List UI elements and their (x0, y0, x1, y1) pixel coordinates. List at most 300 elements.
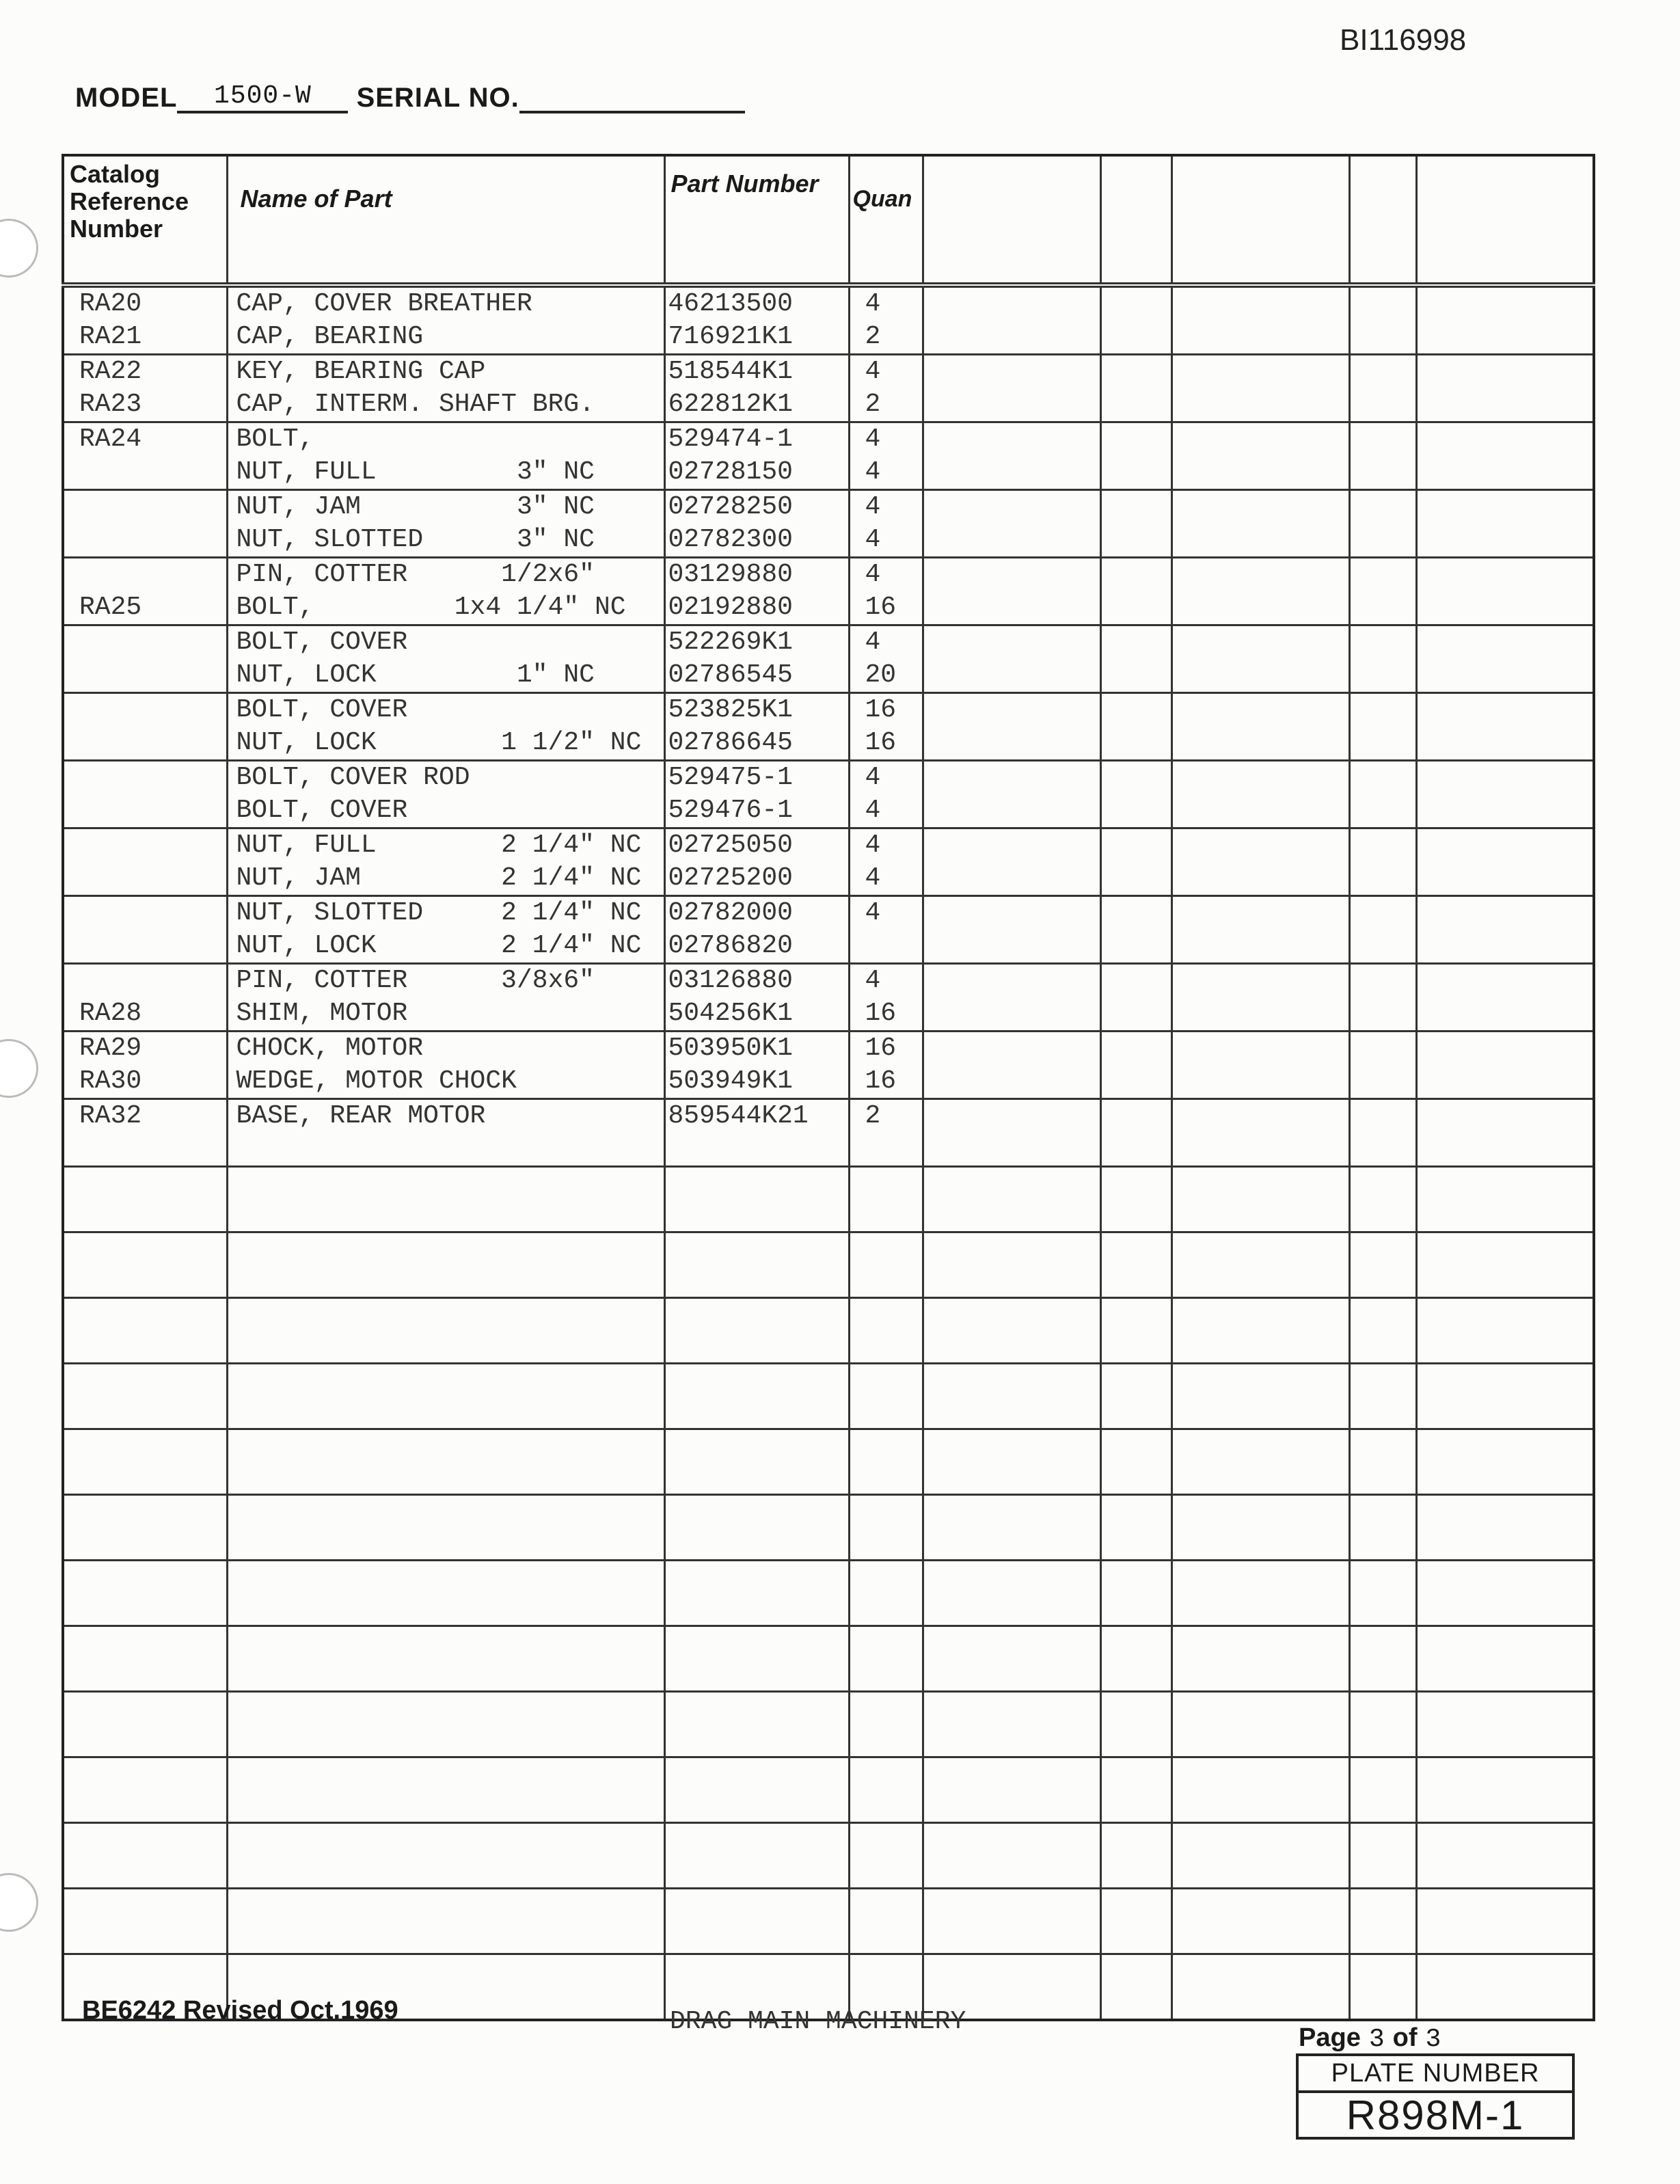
part-name-cell (227, 355, 664, 422)
cell-line: 20 (865, 660, 897, 690)
blank-cell (1171, 1561, 1349, 1626)
cell-line: CAP, BEARING (236, 322, 424, 351)
part-name-cell (227, 285, 664, 355)
catalog-reference-cell (63, 1232, 227, 1298)
col-header-blank (923, 155, 1100, 285)
model-serial-header (75, 82, 745, 113)
table-row (63, 761, 1594, 828)
part-name-cell (227, 1429, 664, 1495)
cell-line: NUT, JAM 2 1/4" NC (236, 863, 642, 893)
blank-cell (1416, 1495, 1594, 1561)
part-name-cell (227, 422, 664, 490)
document-title: DRAG MAIN MACHINERY (670, 2007, 966, 2036)
cell-line: 4 (865, 831, 881, 860)
page-label: Page (1299, 2023, 1361, 2052)
blank-cell (1416, 1889, 1594, 1954)
cell-line: RA29 (79, 1034, 142, 1063)
catalog-reference-cell (63, 1757, 227, 1823)
col-header-blank (1100, 155, 1171, 285)
cell-line: BOLT, COVER (236, 628, 408, 657)
part-number-cell (664, 896, 849, 964)
cell-line: 16 (865, 728, 897, 757)
blank-cell (923, 1167, 1100, 1232)
catalog-reference-cell (63, 828, 227, 896)
part-name-cell (227, 1099, 664, 1167)
cell-line: KEY, BEARING CAP (236, 357, 486, 386)
cell-line: 02786645 (668, 728, 793, 757)
blank-table-row (63, 1889, 1594, 1954)
table-row (63, 964, 1594, 1032)
cell-line: 523825K1 (668, 695, 793, 725)
blank-cell (1416, 1692, 1594, 1757)
blank-cell (1349, 693, 1416, 761)
part-number-cell (664, 1298, 849, 1364)
cell-line: 622812K1 (668, 390, 793, 419)
cell-line: RA25 (79, 593, 142, 622)
blank-cell (923, 1561, 1100, 1626)
cell-line: PIN, COTTER 3/8x6" (236, 966, 595, 995)
catalog-reference-cell (63, 761, 227, 828)
blank-cell (1100, 1823, 1171, 1889)
cell-line: BOLT, (236, 424, 314, 454)
part-number-cell (664, 422, 849, 490)
cell-line (850, 1133, 922, 1165)
blank-table-row (63, 1495, 1594, 1561)
part-name-cell (227, 1495, 664, 1561)
blank-cell (1171, 355, 1349, 422)
blank-cell (1416, 1561, 1594, 1626)
cell-line: NUT, LOCK 2 1/4" NC (236, 931, 642, 960)
cell-line (64, 862, 226, 895)
cell-line: RA23 (79, 390, 142, 419)
part-number-cell (664, 693, 849, 761)
blank-cell (923, 1099, 1100, 1167)
col-header-part-number: Part Number (664, 155, 849, 285)
cell-line: 503950K1 (668, 1034, 793, 1063)
plate-number-label: PLATE NUMBER (1299, 2056, 1572, 2093)
cell-line (64, 727, 226, 759)
blank-cell (1416, 1099, 1594, 1167)
part-name-cell (227, 625, 664, 693)
blank-cell (1100, 761, 1171, 828)
cell-line: 02728150 (668, 457, 793, 487)
blank-cell (1349, 558, 1416, 625)
blank-cell (1416, 285, 1594, 355)
blank-cell (1349, 896, 1416, 964)
col-header-blank (1171, 155, 1349, 285)
cell-line: RA24 (79, 424, 142, 454)
cell-line: 16 (865, 1066, 897, 1096)
part-name-cell (227, 1032, 664, 1099)
blank-cell (923, 1032, 1100, 1099)
blank-cell (1100, 828, 1171, 896)
quantity-cell (849, 1032, 923, 1099)
blank-cell (1416, 1626, 1594, 1692)
model-label: MODEL (75, 83, 178, 113)
cell-line (64, 829, 226, 862)
blank-table-row (63, 1561, 1594, 1626)
part-name-cell (227, 558, 664, 625)
table-row (63, 285, 1594, 355)
blank-cell (1100, 1364, 1171, 1429)
cell-line (64, 761, 226, 794)
blank-cell (923, 625, 1100, 693)
quantity-cell (849, 1889, 923, 1954)
blank-table-row (63, 1232, 1594, 1298)
blank-cell (1349, 490, 1416, 558)
blank-cell (1416, 1032, 1594, 1099)
blank-cell (923, 1692, 1100, 1757)
blank-cell (1416, 896, 1594, 964)
cell-line (64, 558, 226, 591)
part-number-cell (664, 1364, 849, 1429)
blank-cell (1349, 1757, 1416, 1823)
catalog-reference-cell (63, 1429, 227, 1495)
catalog-reference-cell (63, 896, 227, 964)
blank-cell (1349, 1364, 1416, 1429)
blank-cell (1349, 828, 1416, 896)
cell-line: 02725200 (668, 863, 793, 893)
blank-cell (1100, 1495, 1171, 1561)
part-number-cell (664, 1757, 849, 1823)
blank-cell (1100, 285, 1171, 355)
model-value: 1500-W (177, 82, 348, 113)
blank-cell (923, 761, 1100, 828)
blank-cell (1171, 896, 1349, 964)
blank-cell (923, 1757, 1100, 1823)
cell-line: 03126880 (668, 966, 793, 995)
cell-line: 02192880 (668, 593, 793, 622)
cell-line: 02728250 (668, 492, 793, 522)
blank-cell (1100, 1692, 1171, 1757)
table-row (63, 558, 1594, 625)
blank-cell (1349, 1099, 1416, 1167)
cell-line: 46213500 (668, 289, 793, 319)
part-number-cell (664, 1626, 849, 1692)
blank-cell (1416, 1364, 1594, 1429)
quantity-cell (849, 1692, 923, 1757)
catalog-reference-cell (63, 1032, 227, 1099)
blank-cell (1171, 1032, 1349, 1099)
part-name-cell (227, 761, 664, 828)
cell-line: RA32 (79, 1101, 142, 1131)
quantity-cell (849, 1232, 923, 1298)
blank-cell (1416, 490, 1594, 558)
catalog-reference-cell (63, 422, 227, 490)
table-row (63, 490, 1594, 558)
cell-line: RA22 (79, 357, 142, 386)
col-header-blank (1349, 155, 1416, 285)
col-header-blank (1416, 155, 1594, 285)
blank-cell (1171, 1364, 1349, 1429)
part-name-cell (227, 1823, 664, 1889)
quantity-cell (849, 1429, 923, 1495)
catalog-reference-cell (63, 625, 227, 693)
punch-hole (0, 1039, 38, 1098)
quantity-cell (849, 1298, 923, 1364)
cell-line: 503949K1 (668, 1066, 793, 1096)
blank-cell (1416, 1429, 1594, 1495)
blank-table-row (63, 1626, 1594, 1692)
blank-cell (1100, 693, 1171, 761)
quantity-cell (849, 558, 923, 625)
blank-cell (923, 285, 1100, 355)
serial-value (519, 83, 745, 113)
blank-cell (1171, 1167, 1349, 1232)
blank-cell (923, 1364, 1100, 1429)
blank-cell (923, 355, 1100, 422)
table-header-row (63, 155, 1594, 285)
blank-cell (1100, 1889, 1171, 1954)
blank-cell (1171, 422, 1349, 490)
blank-cell (1171, 1429, 1349, 1495)
cell-line: NUT, SLOTTED 2 1/4" NC (236, 898, 642, 928)
quantity-cell (849, 964, 923, 1032)
cell-line: NUT, LOCK 1" NC (236, 660, 595, 690)
quantity-cell (849, 285, 923, 355)
blank-cell (1349, 1889, 1416, 1954)
cell-line (228, 1133, 664, 1165)
cell-line: NUT, FULL 3" NC (236, 457, 595, 487)
blank-cell (1349, 422, 1416, 490)
cell-line: WEDGE, MOTOR CHOCK (236, 1066, 517, 1096)
table-row (63, 625, 1594, 693)
blank-cell (923, 828, 1100, 896)
cell-line: 4 (865, 492, 881, 522)
cell-line: 4 (865, 763, 881, 792)
part-number-cell (664, 1561, 849, 1626)
part-number-cell (664, 828, 849, 896)
blank-cell (1349, 964, 1416, 1032)
blank-cell (923, 1626, 1100, 1692)
cell-line: 4 (865, 457, 881, 487)
cell-line: 02725050 (668, 831, 793, 860)
table-row (63, 693, 1594, 761)
blank-cell (1171, 1823, 1349, 1889)
blank-cell (1100, 1298, 1171, 1364)
blank-cell (923, 964, 1100, 1032)
cell-line: 03129880 (668, 560, 793, 589)
cell-line: PIN, COTTER 1/2x6" (236, 560, 595, 589)
blank-cell (1100, 1167, 1171, 1232)
quantity-cell (849, 1823, 923, 1889)
table-row (63, 1032, 1594, 1099)
cell-line: 716921K1 (668, 322, 793, 351)
part-name-cell (227, 1757, 664, 1823)
table-row (63, 1099, 1594, 1167)
blank-cell (1100, 625, 1171, 693)
blank-cell (1100, 355, 1171, 422)
catalog-reference-cell (63, 1495, 227, 1561)
part-number-cell (664, 964, 849, 1032)
cell-line: NUT, SLOTTED 3" NC (236, 525, 595, 554)
catalog-reference-cell (63, 1364, 227, 1429)
blank-cell (1416, 625, 1594, 693)
blank-cell (1171, 490, 1349, 558)
blank-cell (1349, 1561, 1416, 1626)
blank-cell (1100, 490, 1171, 558)
table-row (63, 828, 1594, 896)
punch-hole (0, 1873, 38, 1932)
blank-table-row (63, 1692, 1594, 1757)
blank-cell (1416, 693, 1594, 761)
cell-line: 504256K1 (668, 999, 793, 1028)
col-header-name-of-part: Name of Part (227, 155, 664, 285)
cell-line: 16 (865, 999, 897, 1028)
cell-line: 2 (865, 390, 881, 419)
blank-cell (1349, 285, 1416, 355)
cell-line: BOLT, COVER ROD (236, 763, 470, 792)
blank-cell (1100, 1626, 1171, 1692)
blank-cell (1100, 1954, 1171, 2020)
blank-cell (923, 896, 1100, 964)
blank-cell (1349, 1167, 1416, 1232)
cell-line: BASE, REAR MOTOR (236, 1101, 486, 1131)
cell-line (64, 626, 226, 659)
cell-line: 4 (865, 289, 881, 319)
cell-line (64, 794, 226, 827)
catalog-reference-cell (63, 1167, 227, 1232)
cell-line: BOLT, 1x4 1/4" NC (236, 593, 626, 622)
cell-line: CAP, INTERM. SHAFT BRG. (236, 390, 595, 419)
blank-cell (1171, 761, 1349, 828)
blank-cell (923, 558, 1100, 625)
blank-cell (1416, 964, 1594, 1032)
blank-cell (1100, 558, 1171, 625)
catalog-reference-cell (63, 964, 227, 1032)
blank-table-row (63, 1298, 1594, 1364)
cell-line: 529476-1 (668, 796, 793, 825)
part-number-cell (664, 490, 849, 558)
blank-cell (1100, 1429, 1171, 1495)
cell-line: 02782000 (668, 898, 793, 928)
blank-cell (1416, 828, 1594, 896)
cell-line (666, 1133, 848, 1165)
blank-table-row (63, 1823, 1594, 1889)
parts-table (62, 154, 1595, 2021)
cell-line: 16 (865, 1034, 897, 1063)
blank-cell (923, 1429, 1100, 1495)
blank-cell (1171, 828, 1349, 896)
page-indicator (1299, 2023, 1449, 2054)
cell-line (64, 491, 226, 524)
quantity-cell (849, 1757, 923, 1823)
cell-line: NUT, FULL 2 1/4" NC (236, 831, 642, 860)
cell-line: 02786545 (668, 660, 793, 690)
part-name-cell (227, 693, 664, 761)
cell-line (64, 965, 226, 997)
plate-number-value: R898M-1 (1346, 2092, 1525, 2138)
blank-cell (1171, 1232, 1349, 1298)
catalog-reference-cell (63, 1692, 227, 1757)
quantity-cell (849, 761, 923, 828)
cell-line (64, 930, 226, 962)
catalog-reference-cell (63, 558, 227, 625)
cell-line: RA28 (79, 999, 142, 1028)
blank-cell (1349, 1429, 1416, 1495)
catalog-reference-cell (63, 285, 227, 355)
quantity-cell (849, 1626, 923, 1692)
quantity-cell (849, 355, 923, 422)
col-header-catalog-reference: Catalog Reference Number (63, 155, 227, 285)
cell-line: 522269K1 (668, 628, 793, 657)
cell-line (64, 659, 226, 692)
cell-line: 859544K21 (668, 1101, 809, 1131)
blank-cell (1349, 761, 1416, 828)
blank-cell (923, 490, 1100, 558)
blank-table-row (63, 1364, 1594, 1429)
part-number-cell (664, 285, 849, 355)
part-name-cell (227, 1692, 664, 1757)
blank-table-row (63, 1429, 1594, 1495)
cell-line: 4 (865, 628, 881, 657)
blank-cell (1171, 285, 1349, 355)
blank-cell (1100, 1561, 1171, 1626)
page-of-label: of (1392, 2023, 1418, 2052)
cell-line: SHIM, MOTOR (236, 999, 408, 1028)
part-number-cell (664, 761, 849, 828)
serial-label: SERIAL NO. (356, 83, 519, 113)
cell-line: 16 (865, 695, 897, 725)
part-number-cell (664, 1889, 849, 1954)
cell-line: 2 (865, 322, 881, 351)
part-number-cell (664, 1032, 849, 1099)
blank-cell (923, 693, 1100, 761)
blank-table-row (63, 1757, 1594, 1823)
blank-cell (1416, 1954, 1594, 2020)
blank-cell (1416, 1823, 1594, 1889)
catalog-reference-cell (63, 355, 227, 422)
quantity-cell (849, 1099, 923, 1167)
cell-line: NUT, JAM 3" NC (236, 492, 595, 522)
cell-line: 4 (865, 424, 881, 454)
blank-cell (923, 422, 1100, 490)
blank-cell (1416, 761, 1594, 828)
quantity-cell (849, 1561, 923, 1626)
blank-cell (1171, 1099, 1349, 1167)
parts-table-body (63, 285, 1594, 2020)
part-number-cell (664, 1823, 849, 1889)
blank-cell (1416, 1757, 1594, 1823)
cell-line: BOLT, COVER (236, 695, 408, 725)
blank-cell (1171, 693, 1349, 761)
cell-line (64, 524, 226, 556)
cell-line (64, 456, 226, 489)
cell-line: 529475-1 (668, 763, 793, 792)
page-current: 3 (1368, 2025, 1385, 2054)
cell-line: 518544K1 (668, 357, 793, 386)
blank-cell (1349, 1626, 1416, 1692)
cell-line: 4 (865, 898, 881, 928)
part-number-cell (664, 558, 849, 625)
part-number-cell (664, 1167, 849, 1232)
part-number-cell (664, 1495, 849, 1561)
catalog-reference-cell (63, 1626, 227, 1692)
blank-cell (1349, 1823, 1416, 1889)
blank-cell (1171, 1626, 1349, 1692)
part-number-cell (664, 355, 849, 422)
part-number-cell (664, 1232, 849, 1298)
part-name-cell (227, 828, 664, 896)
blank-cell (1349, 1032, 1416, 1099)
blank-cell (1100, 422, 1171, 490)
part-name-cell (227, 1298, 664, 1364)
quantity-cell (849, 1364, 923, 1429)
catalog-reference-cell (63, 1298, 227, 1364)
blank-cell (1100, 964, 1171, 1032)
blank-cell (1100, 1232, 1171, 1298)
cell-line: 02782300 (668, 525, 793, 554)
